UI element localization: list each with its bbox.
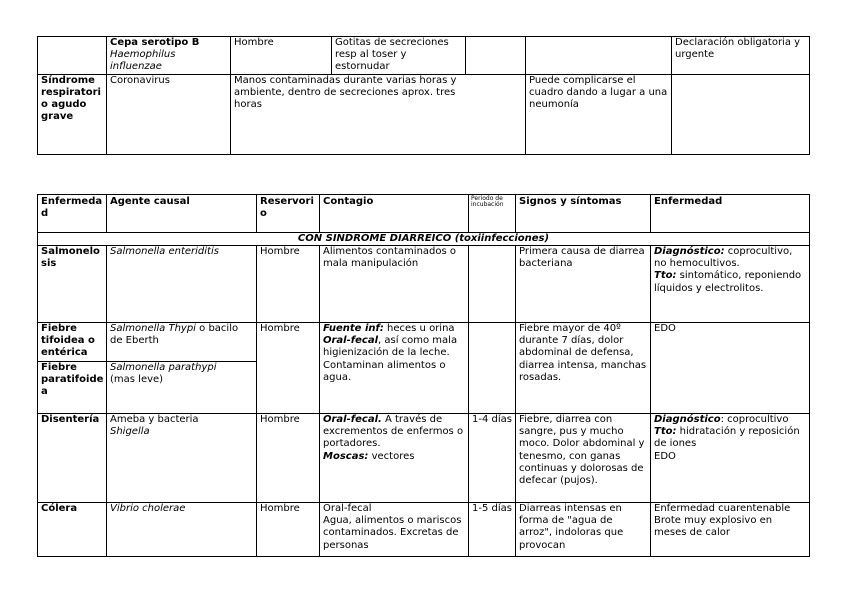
table-respiratory: [37, 36, 810, 155]
agent-extra: o bacilo de Eberth: [110, 323, 239, 347]
agent-cell: [107, 37, 231, 75]
header-disease: Enfermedad: [38, 195, 107, 233]
agent-extra: (mas leve): [110, 374, 164, 386]
signs-cell: [526, 37, 672, 75]
reservoir-cell: Hombre: [257, 323, 320, 414]
reservoir-cell: Hombre: [257, 414, 320, 503]
disease-name: Fiebre paratifoidea: [38, 362, 107, 414]
header-incubation: Periodo de incubación: [469, 195, 516, 233]
route-text: A través de excrementos de enfermos o portadores.: [323, 414, 464, 450]
agent-cell: [107, 362, 257, 414]
header-agent: Agente causal: [107, 195, 257, 233]
disease-cell: [38, 37, 107, 75]
agent-cell: [107, 323, 257, 362]
signs-cell: Fiebre mayor de 40º durante 7 días, dolor abdominal de defensa, diarrea intensa, manchas rosadas.: [516, 323, 651, 414]
contagion-cell: [320, 414, 469, 503]
source-label: Fuente inf:: [323, 323, 384, 334]
contagion-text: Manos contaminadas durante varias horas y ambiente, dentro de secreciones aprox. tres horas: [234, 74, 457, 111]
section-row: [38, 233, 810, 246]
diagnosis-label: Diagnóstico: [654, 414, 721, 425]
disease-name: Fiebre tifoidea o entérica: [38, 323, 107, 362]
table-diarrheal: [37, 194, 810, 557]
section-title: CON SINDROME DIARREICO (toxiinfecciones): [38, 233, 810, 246]
diagnosis-text: : coprocultivo: [720, 414, 789, 425]
table-row: [38, 74, 810, 154]
agent-species: Salmonella parathypi: [110, 362, 217, 373]
contagion-cell: [231, 74, 526, 154]
incubation-cell: 1-4 días: [469, 414, 516, 503]
treatment-text: sintomático, reponiendo líquidos y electrolitos.: [654, 270, 802, 294]
agent-species: Shigella: [110, 426, 150, 438]
reservoir-cell: Hombre: [257, 503, 320, 557]
agent-species: Haemophilus influenzae: [110, 49, 176, 73]
route-label: Oral-fecal.: [323, 414, 382, 425]
vector-label: Moscas:: [323, 450, 369, 462]
illness-cell: [651, 246, 810, 323]
disease-name: Disentería: [38, 414, 107, 503]
illness-cell: Declaración obligatoria y urgente: [672, 37, 810, 75]
contagion-text: Agua, alimentos o mariscos contaminados. Excretas de personas: [323, 515, 462, 551]
agent-cell: [107, 414, 257, 503]
agent-cell: Vibrio cholerae: [107, 503, 257, 557]
header-row: [38, 195, 810, 233]
table-row: [38, 323, 810, 362]
disease-name: Síndrome respiratorio agudo grave: [38, 74, 107, 154]
source-text: heces u orina: [387, 323, 455, 334]
treatment-text: hidratación y reposición de iones: [654, 426, 800, 450]
illness-cell: EDO: [651, 323, 810, 414]
illness-cell: [651, 414, 810, 503]
reservoir-cell: Hombre: [257, 246, 320, 323]
table-row: [38, 246, 810, 323]
contagion-cell: [320, 503, 469, 557]
illness-cell: Enfermedad cuarentenable Brote muy explosivo en meses de calor: [651, 503, 810, 557]
diagnosis-text: coprocultivo, no hemocultivos.: [654, 246, 793, 270]
contagion-cell: Alimentos contaminados o mala manipulación: [320, 246, 469, 323]
header-reservoir: Reservorio: [257, 195, 320, 233]
agent-text: Ameba y bacteria: [110, 414, 199, 425]
contagion-cell: Gotitas de secreciones resp al toser y estornudar: [332, 37, 466, 75]
agent-cell: Salmonella enteriditis: [107, 246, 257, 323]
incubation-cell: [469, 246, 516, 323]
signs-cell: Fiebre, diarrea con sangre, pus y mucho moco. Dolor abdominal y tenesmo, con ganas continuas y dolorosas de defecar (pujos).: [516, 414, 651, 503]
vector-text: vectores: [371, 450, 415, 462]
route-text: Oral-fecal: [323, 503, 372, 514]
header-illness: Enfermedad: [651, 195, 810, 233]
treatment-label: Tto:: [654, 270, 677, 282]
edo-text: EDO: [654, 450, 676, 462]
header-contagion: Contagio: [320, 195, 469, 233]
signs-cell: Primera causa de diarrea bacteriana: [516, 246, 651, 323]
treatment-label: Tto:: [654, 426, 677, 438]
agent-strain: Cepa serotipo B: [110, 37, 200, 48]
table-row: [38, 414, 810, 503]
incubation-cell: 1-5 días: [469, 503, 516, 557]
reservoir-cell: Hombre: [231, 37, 332, 75]
agent-cell: Coronavirus: [107, 74, 231, 154]
route-label: Oral-fecal: [323, 335, 378, 347]
table-row: [38, 503, 810, 557]
contagion-cell: [320, 323, 469, 414]
table-row: [38, 37, 810, 75]
signs-cell: Puede complicarse el cuadro dando a lugar a una neumonía: [526, 74, 672, 154]
disease-name: Salmonelosis: [38, 246, 107, 323]
illness-cell: [672, 74, 810, 154]
incubation-cell: [466, 37, 526, 75]
agent-species: Salmonella Thypi: [110, 323, 196, 334]
disease-name: Cólera: [38, 503, 107, 557]
signs-cell: Diarreas intensas en forma de "agua de arroz", indoloras que provocan: [516, 503, 651, 557]
contamination-text: Contaminan alimentos o agua.: [323, 359, 446, 383]
header-signs: Signos y síntomas: [516, 195, 651, 233]
incubation-cell: [469, 323, 516, 414]
route-text: , así como mala higienización de la leche.: [323, 335, 458, 359]
diagnosis-label: Diagnóstico:: [654, 246, 725, 257]
